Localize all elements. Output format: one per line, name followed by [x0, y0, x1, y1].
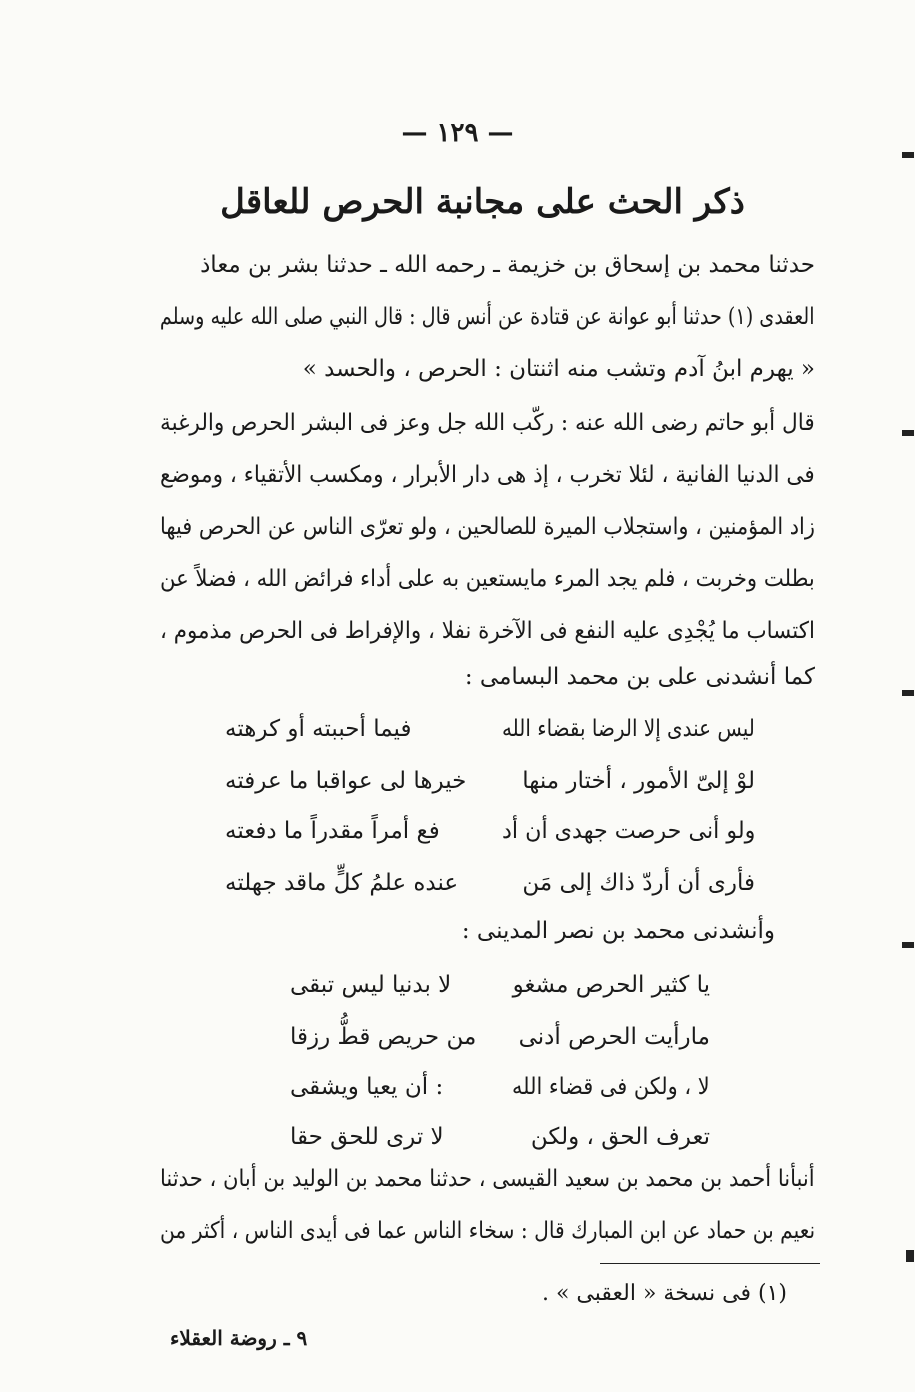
scan-mark: [902, 430, 914, 436]
verse-second-hemistich: لا ترى للحق حقا: [290, 1124, 444, 1150]
paragraph-line: بطلت وخربت ، فلم يجد المرء مايستعين به على أداء فرائض الله ، فضلاً عن: [160, 566, 815, 592]
poem-verse: [290, 1074, 710, 1108]
paragraph-line: اكتساب ما يُجْدِى عليه النفع فى الآخرة نفلا ، والإفراط فى الحرص مذموم ،: [160, 618, 815, 644]
verse-first-hemistich: فأرى أن أردّ ذاك إلى مَن: [522, 870, 755, 896]
paragraph-line: قال أبو حاتم رضى الله عنه : ركّب الله جل وعز فى البشر الحرص والرغبة: [160, 410, 815, 436]
verse-first-hemistich: مارأيت الحرص أدنى: [518, 1024, 710, 1050]
verse-second-hemistich: خيرها لى عواقبا ما عرفته: [225, 768, 467, 794]
verse-first-hemistich: لوْ إلىّ الأمور ، أختار منها: [522, 768, 755, 794]
paragraph-line: نعيم بن حماد عن ابن المبارك قال : سخاء الناس عما فى أيدى الناس ، أكثر من: [159, 1218, 815, 1244]
paragraph-line: فى الدنيا الفانية ، لئلا تخرب ، إذ هى دار الأبرار ، ومكسب الأتقياء ، وموضع: [160, 462, 815, 488]
scan-mark: [902, 152, 914, 158]
verse-first-hemistich: لا ، ولكن فى قضاء الله: [512, 1074, 710, 1100]
verse-first-hemistich: يا كثير الحرص مشغو: [512, 972, 710, 998]
scan-mark: [902, 942, 914, 948]
verse-second-hemistich: فع أمراً مقدراً ما دفعته: [225, 818, 440, 844]
paragraph-line: العقدى (١) حدثنا أبو عوانة عن قتادة عن أنس قال : قال النبي صلى الله عليه وسلم: [160, 304, 815, 330]
verse-second-hemistich: لا بدنيا ليس تبقى: [290, 972, 452, 998]
verse-first-hemistich: ليس عندى إلا الرضا بقضاء الله: [502, 716, 755, 742]
footnote: (١) فى نسخة « العقبى » .: [541, 1281, 787, 1306]
poem-verse: [225, 768, 755, 802]
poem-verse: [290, 1124, 710, 1158]
paragraph-line: كما أنشدنى على بن محمد البسامى :: [464, 664, 815, 690]
verse-second-hemistich: فيما أحببته أو كرهته: [225, 716, 412, 742]
paragraph-line: أنبأنا أحمد بن محمد بن سعيد القيسى ، حدثنا محمد بن الوليد بن أبان ، حدثنا: [160, 1166, 815, 1192]
poem-verse: [290, 972, 710, 1006]
paragraph-line: زاد المؤمنين ، واستجلاب الميرة للصالحين ، ولو تعرّى الناس عن الحرص فيها: [160, 514, 815, 540]
poem-verse: [290, 1024, 710, 1058]
paragraph-line: « يهرم ابنُ آدم وتشب منه اثنتان : الحرص ، والحسد »: [302, 356, 815, 382]
scan-mark: [906, 1250, 914, 1262]
footnote-divider: [600, 1263, 820, 1264]
page-number: — ١٢٩ —: [401, 118, 514, 148]
verse-second-hemistich: : أن يعيا ويشقى: [290, 1074, 444, 1100]
poem-verse: [225, 716, 755, 750]
section-heading: ذكر الحث على مجانبة الحرص للعاقل: [220, 182, 745, 222]
verse-first-hemistich: تعرف الحق ، ولكن: [530, 1124, 710, 1150]
verse-first-hemistich: ولو أنى حرصت جهدى أن أد: [501, 818, 755, 844]
signature-mark: ٩ ـ روضة العقلاء: [170, 1326, 308, 1350]
verse-second-hemistich: من حريص قطُّ رزقا: [290, 1024, 477, 1050]
poem-intro: وأنشدنى محمد بن نصر المدينى :: [461, 918, 775, 944]
scan-mark: [902, 690, 914, 696]
paragraph-line: حدثنا محمد بن إسحاق بن خزيمة ـ رحمه الله ـ حدثنا بشر بن معاذ: [200, 252, 815, 278]
verse-second-hemistich: عنده علمُ كلٍّ ماقد جهلته: [225, 870, 459, 896]
poem-verse: [225, 870, 755, 904]
poem-verse: [225, 818, 755, 852]
